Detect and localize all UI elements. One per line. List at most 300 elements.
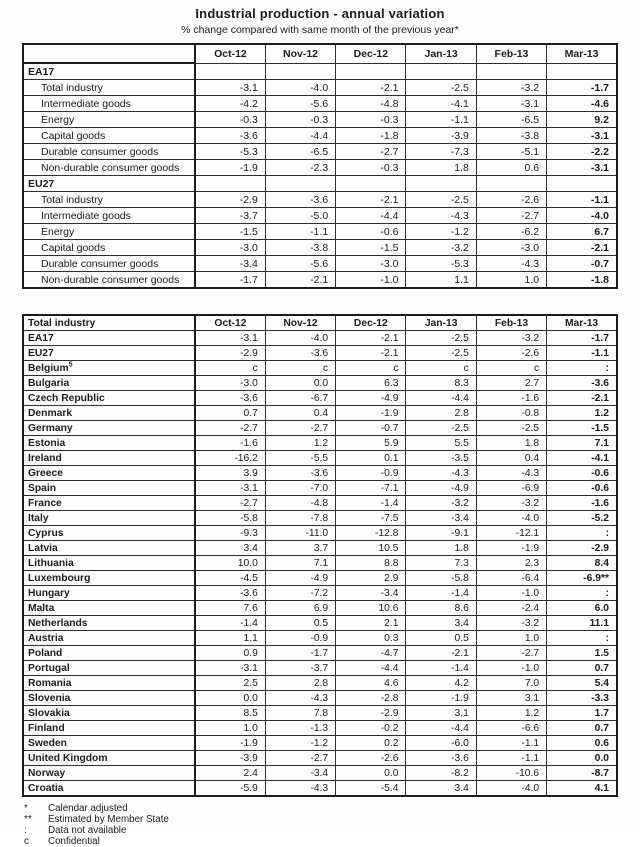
table-row [23,144,617,160]
value-cell: -1.9 [406,691,476,706]
table-row [23,781,617,797]
value-cell: -1.0 [336,272,406,289]
row-label: Portugal [23,661,195,676]
value-cell: 6.9 [265,601,335,616]
value-cell: -3.2 [476,331,546,346]
table-row [23,391,617,406]
table-row [23,256,617,272]
row-label: Intermediate goods [23,96,195,112]
footnote-text: Data not available [48,825,127,836]
table-row [23,751,617,766]
row-label: Denmark [23,406,195,421]
value-cell: 3.1 [406,706,476,721]
value-cell: -2.5 [406,331,476,346]
value-cell: -3.3 [547,691,617,706]
value-cell: -1.1 [406,112,476,128]
value-cell: -1.4 [195,616,265,631]
value-cell: : [547,526,617,541]
row-label: Slovakia [23,706,195,721]
value-cell: -3.2 [476,616,546,631]
value-cell: c [265,361,335,376]
value-cell: -1.7 [195,272,265,289]
value-cell: 0.1 [336,451,406,466]
value-cell: -5.3 [406,256,476,272]
table-row [23,676,617,691]
value-cell: -3.0 [195,376,265,391]
value-cell: -4.1 [406,96,476,112]
value-cell: c [476,361,546,376]
value-cell: -1.9 [195,736,265,751]
value-cell: -2.9 [547,541,617,556]
value-cell: -3.6 [265,466,335,481]
value-cell: -0.3 [195,112,265,128]
value-cell: 6.7 [547,224,617,240]
value-cell: -5.6 [265,96,335,112]
value-cell: 2.1 [336,616,406,631]
value-cell: -7.1 [336,481,406,496]
value-cell: -1.9 [336,406,406,421]
value-cell: 1.1 [406,272,476,289]
value-cell: 1.5 [547,646,617,661]
value-cell: -4.0 [265,331,335,346]
table-row [23,481,617,496]
value-cell: -1.0 [476,661,546,676]
value-cell: -1.1 [476,751,546,766]
row-label: Czech Republic [23,391,195,406]
value-cell: -1.8 [547,272,617,289]
value-cell: -4.9 [336,391,406,406]
table-row [23,128,617,144]
value-cell: -3.7 [265,661,335,676]
value-cell: -2.7 [336,144,406,160]
value-cell: c [406,361,476,376]
value-cell: 0.6 [547,736,617,751]
value-cell: 3.9 [195,466,265,481]
empty-cell [265,63,335,80]
footnote-line [24,836,640,847]
table-row [23,96,617,112]
value-cell: 5.9 [336,436,406,451]
value-cell: 0.4 [476,451,546,466]
value-cell: 5.5 [406,436,476,451]
value-cell: -4.0 [476,781,546,797]
value-cell: -6.6 [476,721,546,736]
value-cell: 9.2 [547,112,617,128]
value-cell: -4.0 [265,80,335,96]
value-cell: -1.2 [265,736,335,751]
value-cell: -0.9 [336,466,406,481]
row-label: Slovenia [23,691,195,706]
aggregates-table [22,43,618,289]
value-cell: -0.7 [547,256,617,272]
row-label: Intermediate goods [23,208,195,224]
table-row [23,160,617,176]
value-cell: -2.5 [406,421,476,436]
value-cell: -4.8 [265,496,335,511]
value-cell: -2.7 [265,751,335,766]
value-cell: -4.7 [336,646,406,661]
value-cell: 0.0 [547,751,617,766]
value-cell: -12.1 [476,526,546,541]
value-cell: -5.8 [195,511,265,526]
row-label: Poland [23,646,195,661]
value-cell: -3.1 [195,80,265,96]
value-cell: 3.4 [406,781,476,797]
empty-cell [195,176,265,192]
table-row [23,511,617,526]
countries-table-header-row [23,315,617,331]
value-cell: -4.4 [336,661,406,676]
value-cell: -3.6 [547,376,617,391]
row-label: Ireland [23,451,195,466]
table-row [23,376,617,391]
empty-corner-cell [23,44,195,63]
value-cell: c [336,361,406,376]
value-cell: -1.3 [265,721,335,736]
month-header: Jan-13 [406,44,476,63]
aggregates-table-header-row [23,44,617,63]
row-label: Italy [23,511,195,526]
value-cell: -2.1 [265,272,335,289]
aggregates-table-body [23,63,617,288]
value-cell: -0.3 [336,112,406,128]
value-cell: -1.6 [195,436,265,451]
value-cell: -5.9 [195,781,265,797]
value-cell: -5.6 [265,256,335,272]
value-cell: -3.1 [195,331,265,346]
value-cell: 2.3 [476,556,546,571]
value-cell: -4.9 [406,481,476,496]
value-cell: -3.0 [336,256,406,272]
value-cell: -3.6 [406,751,476,766]
value-cell: -2.6 [476,192,546,208]
row-label: Energy [23,224,195,240]
table-row [23,421,617,436]
row-label: EA17 [23,331,195,346]
value-cell: 7.1 [265,556,335,571]
value-cell: -5.3 [195,144,265,160]
value-cell: -5.4 [336,781,406,797]
value-cell: -6.4 [476,571,546,586]
value-cell: 1.0 [476,272,546,289]
value-cell: -4.3 [476,256,546,272]
table-row [23,601,617,616]
value-cell: -2.6 [336,751,406,766]
row-label: Finland [23,721,195,736]
value-cell: -5.8 [406,571,476,586]
row-label: Romania [23,676,195,691]
month-header: Nov-12 [265,44,335,63]
value-cell: -5.0 [265,208,335,224]
section-header-row [23,176,617,192]
value-cell: -7.2 [265,586,335,601]
value-cell: 6.3 [336,376,406,391]
countries-table [22,314,618,797]
month-header: Feb-13 [476,44,546,63]
value-cell: 2.5 [195,676,265,691]
row-label: Malta [23,601,195,616]
value-cell: -2.5 [406,80,476,96]
row-label: Hungary [23,586,195,601]
month-header: Oct-12 [195,315,265,331]
row-label: Total industry [23,80,195,96]
value-cell: -4.0 [476,511,546,526]
row-label: Austria [23,631,195,646]
value-cell: -3.5 [406,451,476,466]
value-cell: -2.2 [547,144,617,160]
value-cell: 2.4 [195,766,265,781]
footnote-text: Estimated by Member State [48,814,169,825]
row-label: Capital goods [23,128,195,144]
table-row [23,224,617,240]
month-header: Mar-13 [547,44,617,63]
value-cell: -6.9 [476,481,546,496]
value-cell: 10.5 [336,541,406,556]
value-cell: -3.1 [195,481,265,496]
row-label: Lithuania [23,556,195,571]
month-header: Dec-12 [336,315,406,331]
value-cell: -0.8 [476,406,546,421]
table-row [23,331,617,346]
empty-cell [406,176,476,192]
value-cell: 3.4 [406,616,476,631]
table-row [23,706,617,721]
value-cell: -2.7 [476,646,546,661]
value-cell: 0.6 [476,160,546,176]
countries-table-body [23,331,617,797]
row-label: Croatia [23,781,195,797]
footnote-symbol: : [24,825,27,836]
value-cell: 0.7 [547,721,617,736]
value-cell: 10.0 [195,556,265,571]
value-cell: -2.7 [265,421,335,436]
value-cell: -4.4 [336,208,406,224]
value-cell: -3.4 [336,586,406,601]
value-cell: 0.5 [406,631,476,646]
table-row [23,346,617,361]
value-cell: 1.2 [547,406,617,421]
value-cell: -0.7 [336,421,406,436]
value-cell: -1.1 [547,346,617,361]
value-cell: 10.6 [336,601,406,616]
value-cell: -2.1 [406,646,476,661]
table-row [23,586,617,601]
row-label: Capital goods [23,240,195,256]
value-cell: -1.1 [476,736,546,751]
value-cell: 8.6 [406,601,476,616]
row-label: Netherlands [23,616,195,631]
table-row [23,721,617,736]
value-cell: -2.6 [476,346,546,361]
value-cell: -1.4 [336,496,406,511]
footnotes [24,803,640,847]
value-cell: -4.5 [195,571,265,586]
value-cell: -4.8 [336,96,406,112]
value-cell: -0.6 [336,224,406,240]
value-cell: -4.9 [265,571,335,586]
row-label: Germany [23,421,195,436]
value-cell: -2.8 [336,691,406,706]
month-header: Dec-12 [336,44,406,63]
empty-cell [336,176,406,192]
page-title: Industrial production - annual variation [195,6,445,21]
empty-cell [336,63,406,80]
value-cell: -7.3 [406,144,476,160]
value-cell: -3.9 [195,751,265,766]
row-label: Non-durable consumer goods [23,272,195,289]
value-cell: -4.3 [406,208,476,224]
row-label: Sweden [23,736,195,751]
value-cell: -1.4 [406,661,476,676]
value-cell: -9.3 [195,526,265,541]
value-cell: 0.5 [265,616,335,631]
value-cell: 7.3 [406,556,476,571]
table-row [23,192,617,208]
value-cell: 1.8 [406,541,476,556]
value-cell: 1.8 [406,160,476,176]
table-row [23,80,617,96]
table-row [23,361,617,376]
table-row [23,736,617,751]
value-cell: -0.3 [265,112,335,128]
value-cell: -4.3 [476,466,546,481]
section-label: EA17 [23,63,195,80]
value-cell: 1.0 [195,721,265,736]
row-label: Estonia [23,436,195,451]
value-cell: 8.4 [547,556,617,571]
value-cell: -2.3 [265,160,335,176]
value-cell: 4.6 [336,676,406,691]
value-cell: -1.5 [195,224,265,240]
table-row [23,691,617,706]
value-cell: -2.5 [406,192,476,208]
table-row [23,240,617,256]
value-cell: -2.1 [547,391,617,406]
value-cell: 7.1 [547,436,617,451]
value-cell: -1.7 [547,331,617,346]
value-cell: 0.7 [195,406,265,421]
table-row [23,466,617,481]
footnote-text: Calendar adjusted [48,803,128,814]
row-label: Durable consumer goods [23,256,195,272]
value-cell: -0.3 [336,160,406,176]
value-cell: -3.4 [265,766,335,781]
value-cell: -3.1 [195,661,265,676]
value-cell: -3.1 [547,160,617,176]
value-cell: 2.8 [265,676,335,691]
value-cell: -1.7 [547,80,617,96]
value-cell: -2.9 [195,192,265,208]
value-cell: -16.2 [195,451,265,466]
row-label: Luxembourg [23,571,195,586]
value-cell: -6.2 [476,224,546,240]
value-cell: -3.2 [476,496,546,511]
value-cell: 1.8 [476,436,546,451]
row-label: Belgium$^5$ [23,361,195,376]
value-cell: -1.6 [476,391,546,406]
value-cell: -4.3 [406,466,476,481]
value-cell: -1.9 [476,541,546,556]
value-cell: -3.1 [476,96,546,112]
value-cell: -2.7 [195,421,265,436]
value-cell: -4.4 [406,391,476,406]
table-row [23,436,617,451]
row-label: Latvia [23,541,195,556]
empty-cell [547,63,617,80]
value-cell: 8.8 [336,556,406,571]
value-cell: 8.3 [406,376,476,391]
row-label: Norway [23,766,195,781]
table-row [23,616,617,631]
table-row [23,208,617,224]
value-cell: -1.6 [547,496,617,511]
value-cell: -3.1 [547,128,617,144]
value-cell: 0.0 [265,376,335,391]
value-cell: 3.4 [195,541,265,556]
footnote-line [24,814,640,825]
table-row [23,646,617,661]
value-cell: 8.5 [195,706,265,721]
month-header: Oct-12 [195,44,265,63]
value-cell: -1.5 [336,240,406,256]
value-cell: -0.9 [265,631,335,646]
value-cell: -3.9 [406,128,476,144]
value-cell: -3.2 [406,240,476,256]
value-cell: 4.2 [406,676,476,691]
value-cell: -2.7 [195,496,265,511]
value-cell: -4.1 [547,451,617,466]
footnote-marker: 5 [68,361,73,369]
value-cell: -12.8 [336,526,406,541]
footnote-symbol: c [24,836,29,847]
value-cell: 2.8 [406,406,476,421]
value-cell: -7.8 [265,511,335,526]
value-cell: 3.1 [476,691,546,706]
value-cell: -2.4 [476,601,546,616]
row-label: Energy [23,112,195,128]
row-label: Durable consumer goods [23,144,195,160]
row-label: Total industry [23,192,195,208]
footnote-line [24,803,640,814]
value-cell: -3.6 [195,128,265,144]
table-row [23,496,617,511]
value-cell: 11.1 [547,616,617,631]
value-cell: -2.1 [336,192,406,208]
table-row [23,571,617,586]
value-cell: 7.0 [476,676,546,691]
value-cell: 1.7 [547,706,617,721]
month-header: Jan-13 [406,315,476,331]
value-cell: -4.4 [406,721,476,736]
value-cell: -4.3 [265,691,335,706]
table-row [23,556,617,571]
table-row [23,541,617,556]
empty-cell [265,176,335,192]
value-cell: -3.2 [406,496,476,511]
value-cell: -3.4 [406,511,476,526]
value-cell: -7.5 [336,511,406,526]
value-cell: -1.9 [195,160,265,176]
table-row [23,406,617,421]
value-cell: 7.6 [195,601,265,616]
value-cell: -6.5 [265,144,335,160]
value-cell: -2.1 [336,346,406,361]
value-cell: 6.0 [547,601,617,616]
value-cell: -3.6 [195,391,265,406]
value-cell: -2.1 [336,331,406,346]
row-label: United Kingdom [23,751,195,766]
value-cell: 0.7 [547,661,617,676]
